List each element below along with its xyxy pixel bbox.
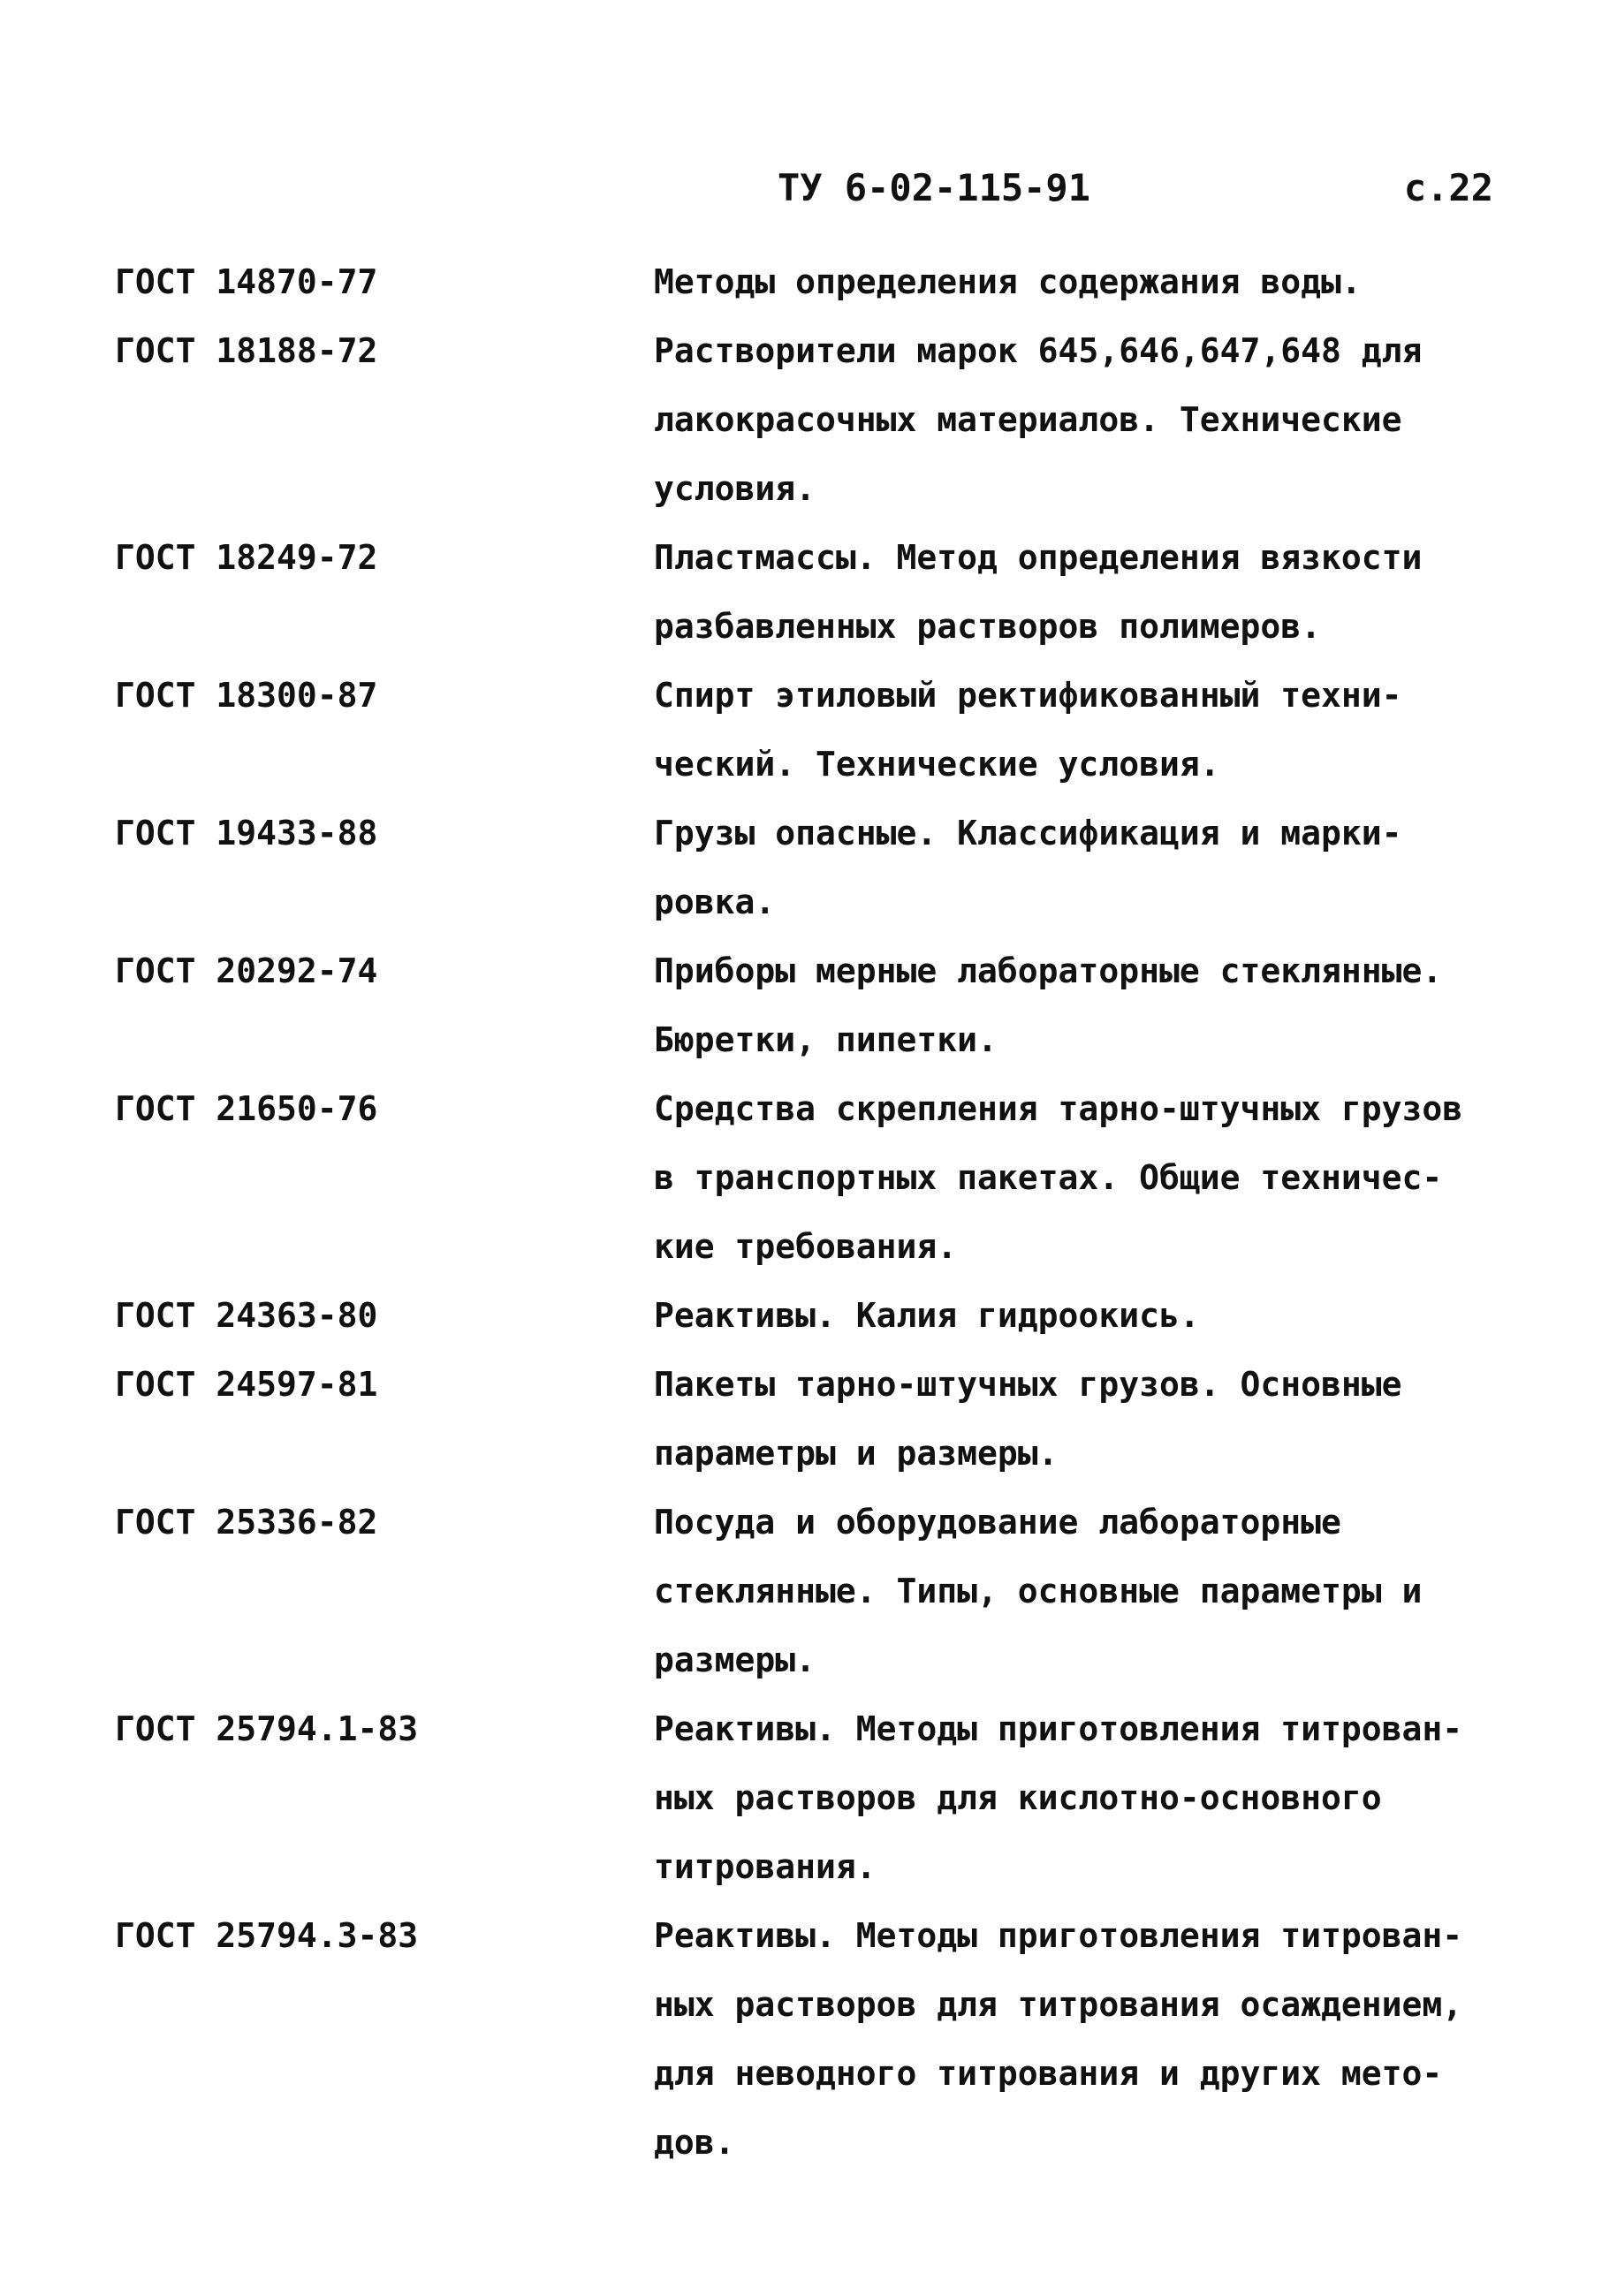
reference-item [115, 523, 1529, 661]
page-header [778, 166, 1502, 219]
standard-code: ГОСТ 14870-77 [115, 262, 378, 301]
standard-code: ГОСТ 25794.3-83 [115, 1916, 419, 1955]
reference-item [115, 1901, 1529, 2177]
reference-item [115, 316, 1529, 523]
standard-title: Растворители марок 645,646,647,648 для лакокрасочных материалов. Технические условия. [654, 331, 1423, 508]
standard-code: ГОСТ 24597-81 [115, 1365, 378, 1404]
standard-title: Посуда и оборудование лабораторные стеклянные. Типы, основные параметры и размеры. [654, 1503, 1423, 1679]
standard-code: ГОСТ 20292-74 [115, 951, 378, 990]
standard-title: Методы определения содержания воды. [654, 262, 1362, 301]
reference-item [115, 799, 1529, 936]
reference-item [115, 1074, 1529, 1281]
document-code: ТУ 6-02-115-91 [778, 166, 1091, 209]
reference-item [115, 936, 1529, 1074]
standard-title: Приборы мерные лабораторные стеклянные. Бюретки, пипетки. [654, 951, 1443, 1059]
standard-title: Пластмассы. Метод определения вязкости разбавленных растворов полимеров. [654, 538, 1423, 646]
standard-title: Грузы опасные. Классификация и марки- ровка. [654, 814, 1402, 921]
reference-item [115, 247, 1529, 316]
standard-title: Реактивы. Методы приготовления титрован- ных растворов для кислотно-основного титрования. [654, 1709, 1463, 1886]
standard-title: Пакеты тарно-штучных грузов. Основные параметры и размеры. [654, 1365, 1402, 1473]
standard-code: ГОСТ 18188-72 [115, 331, 378, 370]
standards-reference-list [115, 247, 1529, 2177]
standard-title: Реактивы. Методы приготовления титрован- ных растворов для титрования осаждением, для неводного титрования и других мето- дов. [654, 1916, 1463, 2162]
standard-code: ГОСТ 21650-76 [115, 1089, 378, 1128]
reference-item [115, 1694, 1529, 1901]
standard-code: ГОСТ 25336-82 [115, 1503, 378, 1542]
page-number: с.22 [1403, 166, 1493, 209]
standard-code: ГОСТ 25794.1-83 [115, 1709, 419, 1748]
standard-title: Реактивы. Калия гидроокись. [654, 1296, 1200, 1335]
standard-title: Спирт этиловый ректификованный техни- ческий. Технические условия. [654, 676, 1402, 784]
reference-item [115, 1488, 1529, 1694]
standard-code: ГОСТ 18249-72 [115, 538, 378, 577]
reference-item [115, 1281, 1529, 1350]
reference-item [115, 661, 1529, 799]
standard-title: Средства скрепления тарно-штучных грузов в транспортных пакетах. Общие техничес- кие требования. [654, 1089, 1463, 1266]
standard-code: ГОСТ 18300-87 [115, 676, 378, 715]
standard-code: ГОСТ 24363-80 [115, 1296, 378, 1335]
reference-item [115, 1350, 1529, 1488]
standard-code: ГОСТ 19433-88 [115, 814, 378, 852]
